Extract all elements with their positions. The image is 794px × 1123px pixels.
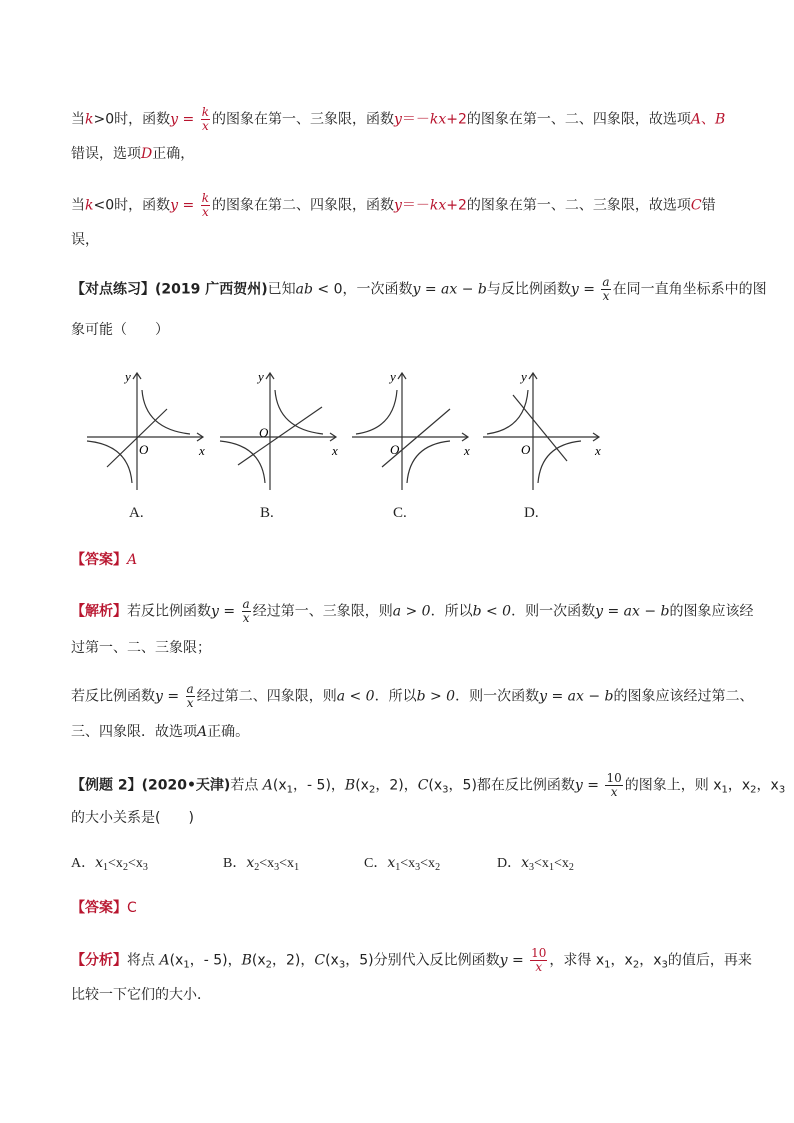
explanation-line-3: 若反比例函数y = $\frac{a}{x}$ 经过第二、四象限，则a < 0．所以b > 0．则一次函数y = ax − b的图象应该经过第二、 [71,682,754,710]
solution-line-4: 误， [71,232,99,248]
answer-1: 【答案】A [71,552,138,568]
answer-2: 【答案】C [71,900,137,916]
option-a: A．$x_1<x_2<x_3$ [71,855,148,873]
origin-label: O [390,442,400,457]
axis-x-label: x [199,443,205,458]
example-2-question-cont: 的大小关系是( ) [71,810,194,826]
axis-x-label: x [595,443,601,458]
graph-label-d: D. [524,505,539,521]
origin-label: O [259,425,269,440]
graph-label-b: B. [260,505,274,521]
analysis-line-2: 比较一下它们的大小． [71,987,211,1003]
axis-y-label: y [258,369,264,384]
graph-option-c [350,365,480,495]
graph-label-c: C. [393,505,407,521]
graph-option-d [481,365,611,495]
origin-label: O [139,442,149,457]
analysis-line-1: 【分析】将点 $A(x_1$，- 5)，$B(x_2$，2)，$C(x_3$，5)分别代入反比例函数y = $\frac{10}{x}$ ，求得 $x_1$，$x_2$，$x_3$的值后，再来 [71,946,752,974]
solution-line-3: 当k<0时，函数y = $\frac{k}{x}$ 的图象在第二、四象限，函数y＝－kx+2的图象在第一、二、三象限，故选项C错 [71,191,716,219]
graph-option-b [218,365,348,495]
axis-y-label: y [390,369,396,384]
fraction-a-over-x: $\frac{a}{x}$ [242,597,250,625]
axis-x-label: x [332,443,338,458]
explanation-line-4: 三、四象限．故选项A正确。 [71,724,250,740]
fraction-k-over-x: $\frac{k}{x}$ [201,105,209,133]
origin-label: O [521,442,531,457]
axis-x-label: x [464,443,470,458]
option-c: C．$x_1<x_3<x_2$ [364,855,441,873]
fraction-a-over-x: $\frac{a}{x}$ [186,682,194,710]
fraction-a-over-x: $\frac{a}{x}$ [602,275,610,303]
solution-line-2: 错误，选项D正确， [71,146,195,162]
solution-line-1: 当k>0时，函数y = $\frac{k}{x}$ 的图象在第一、三象限，函数y＝－kx+2的图象在第一、二、四象限，故选项A、B [71,105,726,133]
explanation-line-2: 过第一、二、三象限； [71,640,211,656]
fraction-10-over-x: $\frac{10}{x}$ [606,771,622,799]
option-d: D．$x_3<x_1<x_2$ [497,855,574,873]
example-2-question: 【例题 2】(2020•天津)若点 $A(x_1$，- 5)，$B(x_2$，2)，$C(x_3$，5)都在反比例函数y = $\frac{10}{x}$ 的图象上，则 $x_1$，$x_2$，$x_3$ [71,771,786,799]
axis-y-label: y [521,369,527,384]
fraction-10-over-x: $\frac{10}{x}$ [531,946,547,974]
practice-question-cont: 象可能（ ） [71,322,169,338]
axis-y-label: y [125,369,131,384]
fraction-k-over-x: $\frac{k}{x}$ [201,191,209,219]
option-b: B．$x_2<x_3<x_1$ [223,855,300,873]
graph-option-a [85,365,215,495]
graph-label-a: A. [129,505,144,521]
example-tag: 【例题 2】(2020•天津) [71,777,231,794]
practice-tag: 【对点练习】(2019 广西贺州) [71,281,268,298]
practice-question: 【对点练习】(2019 广西贺州)已知ab < 0，一次函数y = ax − b与反比例函数y = $\frac{a}{x}$ 在同一直角坐标系中的图 [71,275,767,303]
explanation-line-1: 【解析】若反比例函数y = $\frac{a}{x}$ 经过第一、三象限，则a > 0．所以b < 0．则一次函数y = ax − b的图象应该经 [71,597,754,625]
